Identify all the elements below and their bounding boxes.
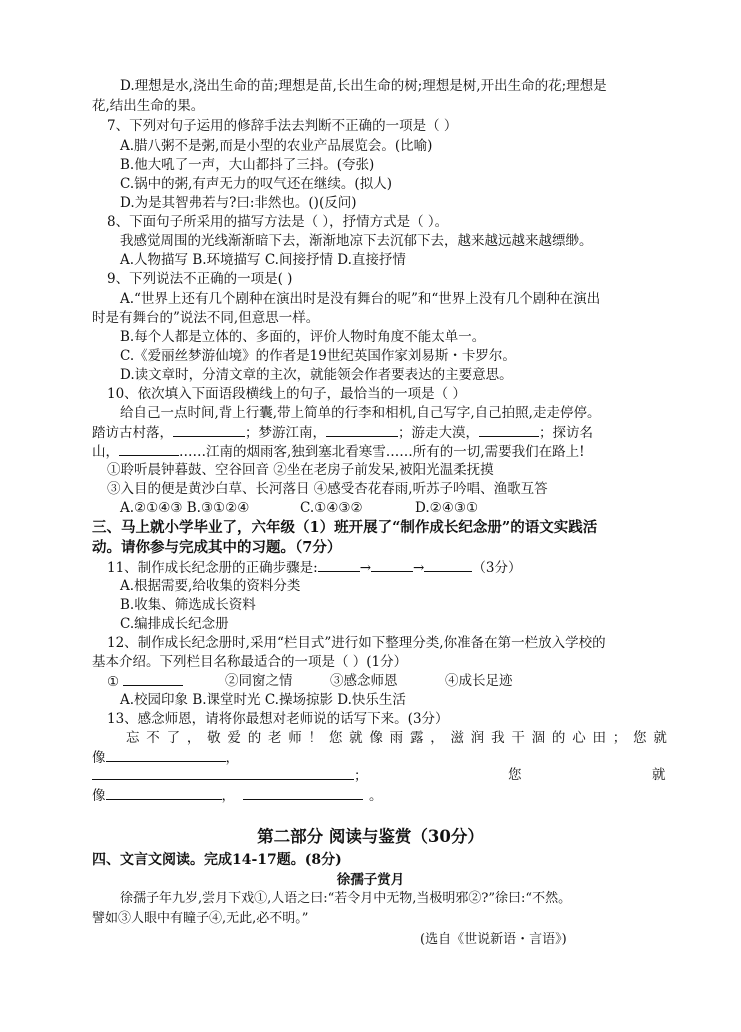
q12-column-4: ④成长足迹	[445, 673, 513, 689]
q11-step-3-blank[interactable]	[424, 558, 472, 572]
q7-stem: 7、下列对句子运用的修辞手法去判断不正确的一项是（ ）	[107, 118, 458, 134]
passage-title: 徐孺子赏月	[336, 872, 405, 888]
q13-stem: 13、感念师恩，请将你最想对老师说的话写下来。(3分）	[107, 711, 449, 727]
q13-prompt-char: 敬	[207, 730, 221, 746]
q13-prompt-char: ，	[430, 730, 444, 746]
q11-score: （3分）	[472, 560, 522, 576]
q13-prompt-char: ，	[186, 730, 201, 746]
q10-blank-4[interactable]	[119, 442, 179, 456]
q13-prompt-char: 润	[470, 730, 485, 746]
q10-p2-part2: ；梦游江南，	[245, 425, 326, 441]
q13-l3-mid1: ；	[354, 768, 368, 784]
q10-choices-line1: ①聆听晨钟暮鼓、空谷回音 ②坐在老房子前发呆,被阳光温柔抚摸	[107, 462, 494, 478]
q9-option-c: C.《爱丽丝梦游仙境》的作者是19世纪英国作家刘易斯・卡罗尔。	[120, 348, 516, 364]
q10-passage-line2	[92, 423, 593, 442]
q7-option-a: A.腊八粥不是粥,而是小型的农业产品展览会。(比喻)	[120, 138, 433, 154]
q13-prompt-char: 就	[653, 730, 667, 746]
q13-l4-start: 像	[92, 788, 106, 804]
q13-prompt-char: 您	[633, 730, 647, 746]
q11-arrow-2: →	[413, 560, 425, 576]
q13-answer-blank-3[interactable]	[106, 786, 222, 800]
q13-prompt-char: 爱	[227, 730, 241, 746]
q13-prompt-char: 的	[551, 730, 566, 746]
q9-option-d: D.读文章时，分清文章的主次，就能领会作者要表达的主要意思。	[120, 367, 513, 383]
q13-prompt-char: ！	[308, 730, 323, 746]
q13-prompt-line4	[92, 786, 383, 805]
q12-column-1	[107, 672, 183, 691]
q13-prompt-char: 露	[409, 730, 424, 746]
q8-sentence: 我感觉周围的光线渐渐暗下去，渐渐地凉下去沉郁下去，越来越远越来越缥缈。	[120, 233, 593, 249]
q10-blank-2[interactable]	[326, 423, 398, 437]
q13-answer-blank-4[interactable]	[243, 786, 363, 800]
q10-p3-part2: ……江南的烟雨客,独到塞北看寒雪……所有的一切,需要我们在路上!	[179, 444, 585, 460]
q12-column-2: ②同窗之情	[225, 673, 293, 689]
q13-prompt-char: 不	[146, 730, 160, 746]
q7-option-b: B.他大吼了一声，大山都抖了三抖。(夸张)	[120, 157, 375, 173]
q10-p2-part3: ；游走大漠，	[398, 425, 479, 441]
q11-option-a: A.根据需要,给收集的资料分类	[120, 578, 301, 594]
q11-option-c: C.编排成长纪念册	[120, 616, 229, 632]
q13-prompt-char: 田	[592, 730, 606, 746]
q12-stem-line2: 基本介绍。下列栏目名称最适合的一项是（ ）(1分）	[92, 654, 408, 670]
q13-prompt-line1	[126, 729, 667, 747]
q11-stem: 11、制作成长纪念册的正确步骤是:	[107, 560, 318, 576]
q8-stem: 8、下面句子所采用的描写方法是（ ），抒情方式是（ ）。	[107, 214, 449, 230]
q10-answer-ab: A.②①④③ B.③①②④	[120, 500, 250, 516]
q12-col1-blank[interactable]	[123, 672, 183, 686]
q11-arrow-1: →	[359, 560, 372, 576]
q13-prompt-char: 雨	[389, 730, 404, 746]
q10-blank-1[interactable]	[173, 423, 245, 437]
passage-source: (选自《世说新语・言语》)	[420, 932, 567, 947]
q12-options: A.校园印象 B.课堂时光 C.操场掠影 D.快乐生活	[120, 692, 406, 708]
q11-option-b: B.收集、筛选成长资料	[120, 597, 256, 613]
q7-option-c: C.锅中的粥,有声无力的叹气还在继续。(拟人)	[120, 176, 392, 192]
q10-p2-part1: 踏访古村落，	[92, 425, 173, 441]
q13-l4-sep: ，	[221, 788, 235, 804]
q13-l4-end: 。	[369, 788, 383, 804]
q13-answer-blank-2[interactable]	[92, 766, 354, 780]
q12-stem-line1: 12、制作成长纪念册时,采用“栏目式”进行如下整理分类,你准备在第一栏放入学校的	[107, 635, 606, 651]
section3-heading-line2: 动。请你参与完成其中的习题。（7分）	[92, 539, 342, 556]
q13-prompt-char: 干	[511, 730, 525, 746]
q13-prompt-char: 您	[328, 730, 343, 746]
q13-prompt-char: 就	[349, 730, 363, 746]
q13-answer-blank-2-wrap	[92, 766, 368, 785]
q13-l3-mid2: 您	[508, 767, 522, 783]
q6-option-d-line2: 花,结出生命的果。	[92, 98, 205, 114]
q11-stem-line	[107, 558, 521, 577]
q13-prompt-char: 心	[572, 730, 586, 746]
q13-prompt-char: 涸	[531, 730, 546, 746]
section4-heading: 四、文言文阅读。完成14-17题。(8分)	[92, 852, 342, 868]
q9-stem: 9、下列说法不正确的一项是( )	[107, 271, 293, 287]
q13-prompt-line2	[92, 748, 239, 767]
q13-prompt-char: 像	[369, 730, 383, 746]
q13-l2-start: 像	[92, 750, 106, 766]
q7-option-d: D.为是其智弗若与?曰:非然也。()(反问)	[120, 195, 357, 211]
q10-answer-d: D.②④③①	[415, 500, 479, 516]
q13-l2-end: ，	[225, 750, 239, 766]
part2-title: 第二部分 阅读与鉴赏（30分）	[257, 827, 484, 846]
q10-passage-line3	[92, 442, 585, 461]
q13-prompt-char: 老	[267, 730, 282, 746]
passage-line1: 徐孺子年九岁,尝月下戏①,人语之曰:“若令月中无物,当极明邪②?”徐曰:“不然。	[120, 891, 572, 906]
q9-option-a-line2: 时是有舞台的”说法不同,但意思一样。	[92, 310, 320, 326]
q9-option-a-line1: A.“世界上还有几个剧种在演出时是没有舞台的呢”和“世界上没有几个剧种在演出	[120, 291, 601, 307]
section3-heading-line1: 三、马上就小学毕业了，六年级（1）班开展了“制作成长纪念册”的语文实践活	[92, 519, 598, 536]
q13-prompt-char: 师	[288, 730, 302, 746]
q13-prompt-char: 的	[247, 730, 262, 746]
q10-p2-part4: ；探访名	[539, 425, 593, 441]
q13-answer-blank-1[interactable]	[106, 748, 226, 762]
q10-answer-c: C.①④③②	[300, 500, 363, 516]
q11-step-2-blank[interactable]	[371, 558, 413, 572]
q13-prompt-char: 了	[166, 730, 181, 746]
q9-option-b: B.每个人都是立体的、多面的，评价人物时角度不能太单一。	[120, 329, 486, 345]
q11-step-1-blank[interactable]	[318, 558, 360, 572]
q10-p3-part1: 山，	[92, 444, 119, 460]
q13-prompt-char: ；	[612, 730, 627, 746]
passage-line2: 譬如③人眼中有瞳子④,无此,必不明。”	[92, 911, 309, 926]
q8-options: A.人物描写 B.环境描写 C.间接抒情 D.直接抒情	[120, 252, 406, 268]
q12-col1-label: ①	[107, 674, 120, 690]
q10-choices-line2: ③入目的便是黄沙白草、长河落日 ④感受杏花春雨,听苏子吟唱、渔歌互答	[107, 481, 548, 497]
q10-passage-line1: 给自己一点时间,背上行囊,带上简单的行李和相机,自己写字,自己拍照,走走停停。	[120, 405, 601, 421]
q13-l3-end: 就	[652, 767, 666, 783]
q10-stem: 10、依次填入下面语段横线上的句子，最恰当的一项是（ ）	[107, 386, 466, 402]
q12-column-3: ③感念师恩	[330, 673, 398, 689]
q13-prompt-char: 我	[491, 730, 505, 746]
q13-prompt-char: 滋	[450, 730, 464, 746]
q6-option-d-line1: D.理想是水,浇出生命的苗;理想是苗,长出生命的树;理想是树,开出生命的花;理想是	[120, 78, 607, 94]
q13-prompt-char: 忘	[126, 730, 140, 746]
q10-blank-3[interactable]	[479, 423, 539, 437]
